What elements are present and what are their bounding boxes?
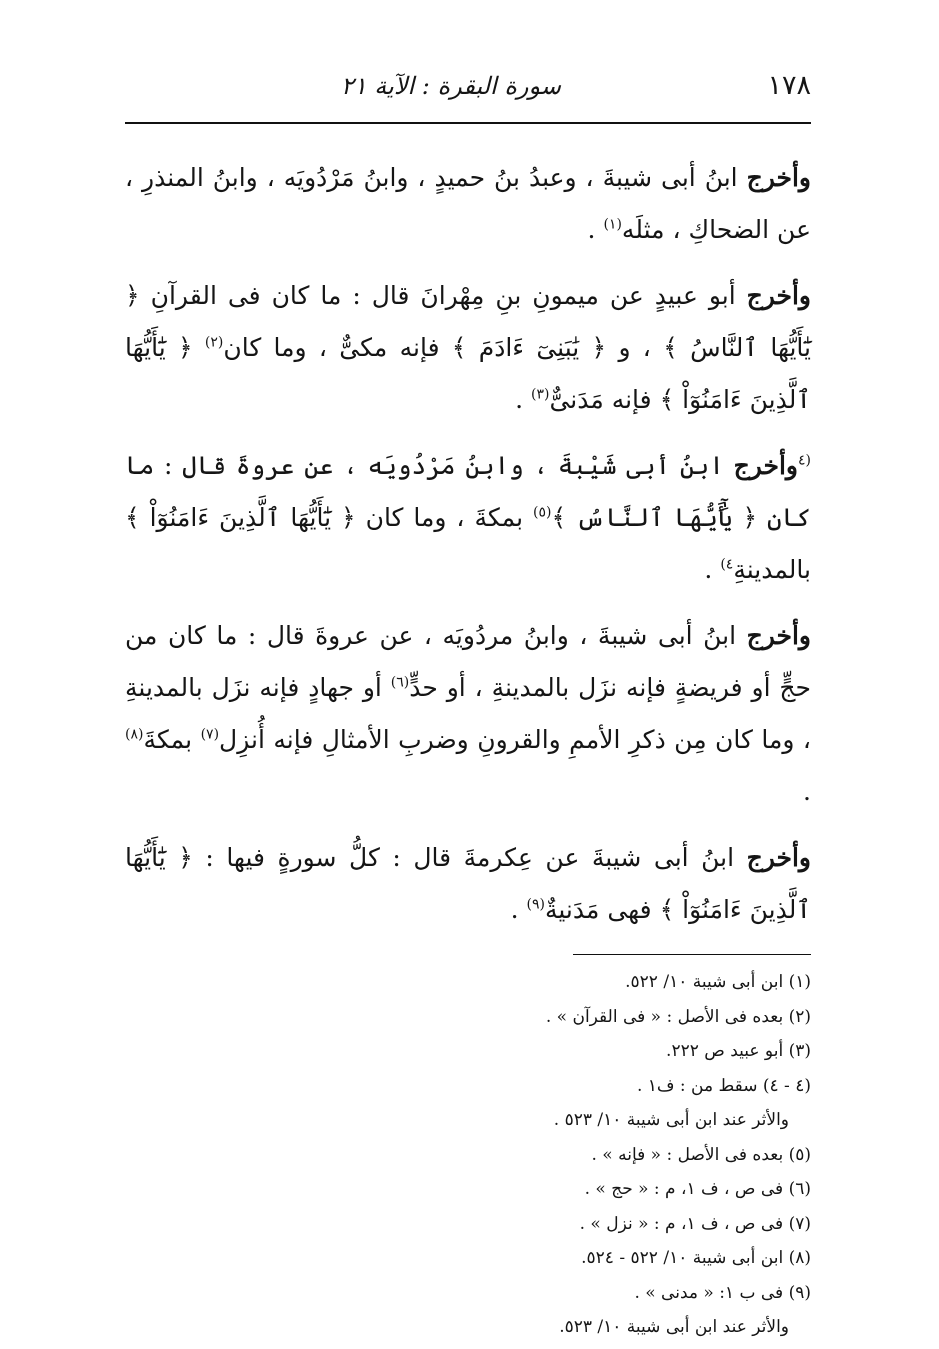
paragraph-tail: . (587, 215, 604, 244)
footnote-marker: (٨) (125, 726, 144, 743)
footnote-4: (٤ - ٤) سقط من : ف١ . (636, 1075, 811, 1096)
footnote-1: (١) ابن أبى شيبة ١٠/ ٥٢٢. (625, 972, 811, 992)
paragraph-text: ابنُ أبى شيبةَ ، وعبدُ بنُ حميدٍ ، وابنُ مَرْدُويَه ، وابنُ المنذرِ ، عن الضحاكِ ، مثلَه (125, 163, 811, 244)
book-page (125, 60, 811, 1345)
paragraph-lead: وأخرج (746, 843, 811, 872)
footnote-9-continuation: والأثر عند ابن أبى شيبة ١٠/ ٥٢٣. (559, 1317, 789, 1337)
paragraph-tail: . (704, 555, 721, 584)
paragraph-3 (125, 440, 811, 596)
footnote-marker: (٩) (526, 896, 545, 913)
footnote-marker: (٢) (204, 334, 224, 351)
footnote-marker: (٧) (200, 726, 220, 743)
paragraph-4 (125, 610, 811, 818)
footnote-4-continuation: والأثر عند ابن أبى شيبة ١٠/ ٥٢٣ . (553, 1110, 789, 1130)
main-text (125, 152, 811, 936)
paragraph-tail: . (803, 777, 811, 806)
paragraph-text-continued: أو جهادٍ فإنه نزَل بالمدينةِ ، وما كان مِن ذكرِ الأممِ والقرونِ وضربِ الأمثالِ فإنه أُنزِل (125, 673, 811, 754)
footnote-marker: (٦) (390, 674, 410, 691)
paragraph-text: ابنُ أبى شيبةَ ، وابنُ مردُويَه ، عن عروةَ قال : ما كان من حجٍّ أو فريضةٍ فإنه نزَل بالمدينةِ ، أو حدٍّ (125, 621, 812, 702)
footnote-6: (٦) فى ص ، ف ١، م : « حج » . (584, 1179, 811, 1199)
footnote-marker: ٤) (720, 556, 734, 573)
page-header (125, 60, 811, 118)
paragraph-2 (125, 270, 811, 426)
paragraph-lead: وأخرج (746, 163, 811, 192)
footnote-2: (٢) بعده فى الأصل : « فى القرآن » . (545, 1006, 811, 1027)
paragraph-text: ابنُ أبى شيبةَ عن عِكرمةَ قال : كلُّ سورةٍ فيها : ﴿ يَٰٓأَيُّهَا ٱلَّذِينَ ءَامَنُوٓاْ ﴾ فهى مَدَنيةٌ (125, 843, 811, 924)
header-rule (125, 122, 811, 124)
footnote-marker: (٣) (530, 386, 550, 403)
paragraph-lead: وأخرج (733, 451, 798, 480)
running-title: سورة البقرة : الآية ٢١ (340, 72, 561, 100)
footnote-marker: (٥) (533, 504, 552, 521)
page-number: ١٧٨ (767, 70, 811, 101)
paragraph-text-continued: بمكةَ (143, 725, 201, 754)
paragraph-tail: . (510, 895, 527, 924)
footnote-marker: (١) (603, 216, 622, 233)
paragraph-lead: وأخرج (746, 281, 811, 310)
footnote-3: (٣) أبو عبيد ص ٢٢٢. (666, 1041, 811, 1061)
paragraph-1 (125, 152, 811, 256)
footnote-5: (٥) بعده فى الأصل : « فإنه » . (591, 1144, 811, 1165)
paragraph-text-continued: ﴿ يَٰٓأَيُّهَا ٱلَّذِينَ ءَامَنُوٓاْ ﴾ فإنه مَدَنىٌّ (125, 333, 811, 414)
paragraph-lead: وأخرج (746, 621, 811, 650)
footnotes (125, 965, 811, 1345)
footnote-9: (٩) فى ب ١: « مدنى » . (634, 1282, 811, 1303)
paragraph-text: أبو عبيدٍ عن ميمونِ بنِ مِهْرانَ قال : ما كان فى القرآنِ ﴿ يَٰٓأَيُّهَا ٱلنَّاسُ ﴾ ، و ﴿ يَٰبَنِىٓ ءَادَمَ ﴾ فإنه مكىٌّ ، وما كان (125, 281, 812, 362)
footnote-rule (573, 954, 811, 955)
paragraph-text: ابنُ أبى شَيْبةَ ، وابنُ مَرْدُويَه ، عن عروةَ قال : ما كان ﴿ يَٰٓأَيُّهَا ٱلنَّاسُ ﴾ (125, 451, 811, 532)
paragraph-text-continued: بمكةَ ، وما كان ﴿ يَٰٓأَيُّهَا ٱلَّذِينَ ءَامَنُوٓاْ ﴾ بالمدينةِ (125, 503, 811, 584)
footnote-marker: (٤ (798, 452, 811, 469)
paragraph-5 (125, 832, 811, 936)
footnote-8: (٨) ابن أبى شيبة ١٠/ ٥٢٢ - ٥٢٤. (581, 1248, 811, 1268)
footnote-7: (٧) فى ص ، ف ١، م : « نزل » . (579, 1213, 811, 1234)
paragraph-tail: . (515, 385, 531, 414)
